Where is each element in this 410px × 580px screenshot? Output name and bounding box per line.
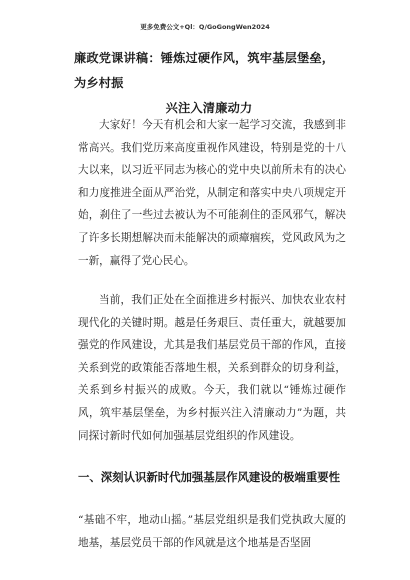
title-line-2: 兴注入清廉动力 [165,101,253,115]
title-line-1: 廉政党课讲稿：锤炼过硬作风，筑牢基层堡垒，为乡村振 [74,51,335,90]
document-title [74,46,344,121]
paragraph-context: 当前，我们正处在全面推进乡村振兴、加快农业农村现代化的关键时期。越是任务艰巨、责任重大，就越要加强党的作风建设，尤其是我们基层党员干部的作风，直接关系到党的政策能否落地生根，关系到群众的切身利益，关系到乡村振兴的成败。今天，我们就以“锤炼过硬作风，筑牢基层堡垒，为乡村振兴注入清廉动力”为题，共同探讨新时代如何加强基层党组织的作风建设。 [78,294,346,442]
paragraph-intro: 大家好！今天有机会和大家一起学习交流，我感到非常高兴。我们党历来高度重视作风建设，特别是党的十八大以来，以习近平同志为核心的党中央以前所未有的决心和力度推进全面从严治党，从制定和落实中央八项规定开始，刹住了一些过去被认为不可能刹住的歪风邪气，解决了许多长期想解决而未能解决的顽瘴痼疾，党风政风为之一新，赢得了党心民心。 [78,119,346,267]
paragraph-section-1: “基础不牢，地动山摇。”基层党组织是我们党执政大厦的地基，基层党员干部的作风就是这个地基是否坚固 [78,514,346,549]
section-heading-1: 一、深刻认识新时代加强基层作风建设的极端重要性 [78,470,340,484]
header-note: 更多免费公文+Ql：Q/GoGongWen2024 [140,23,270,31]
